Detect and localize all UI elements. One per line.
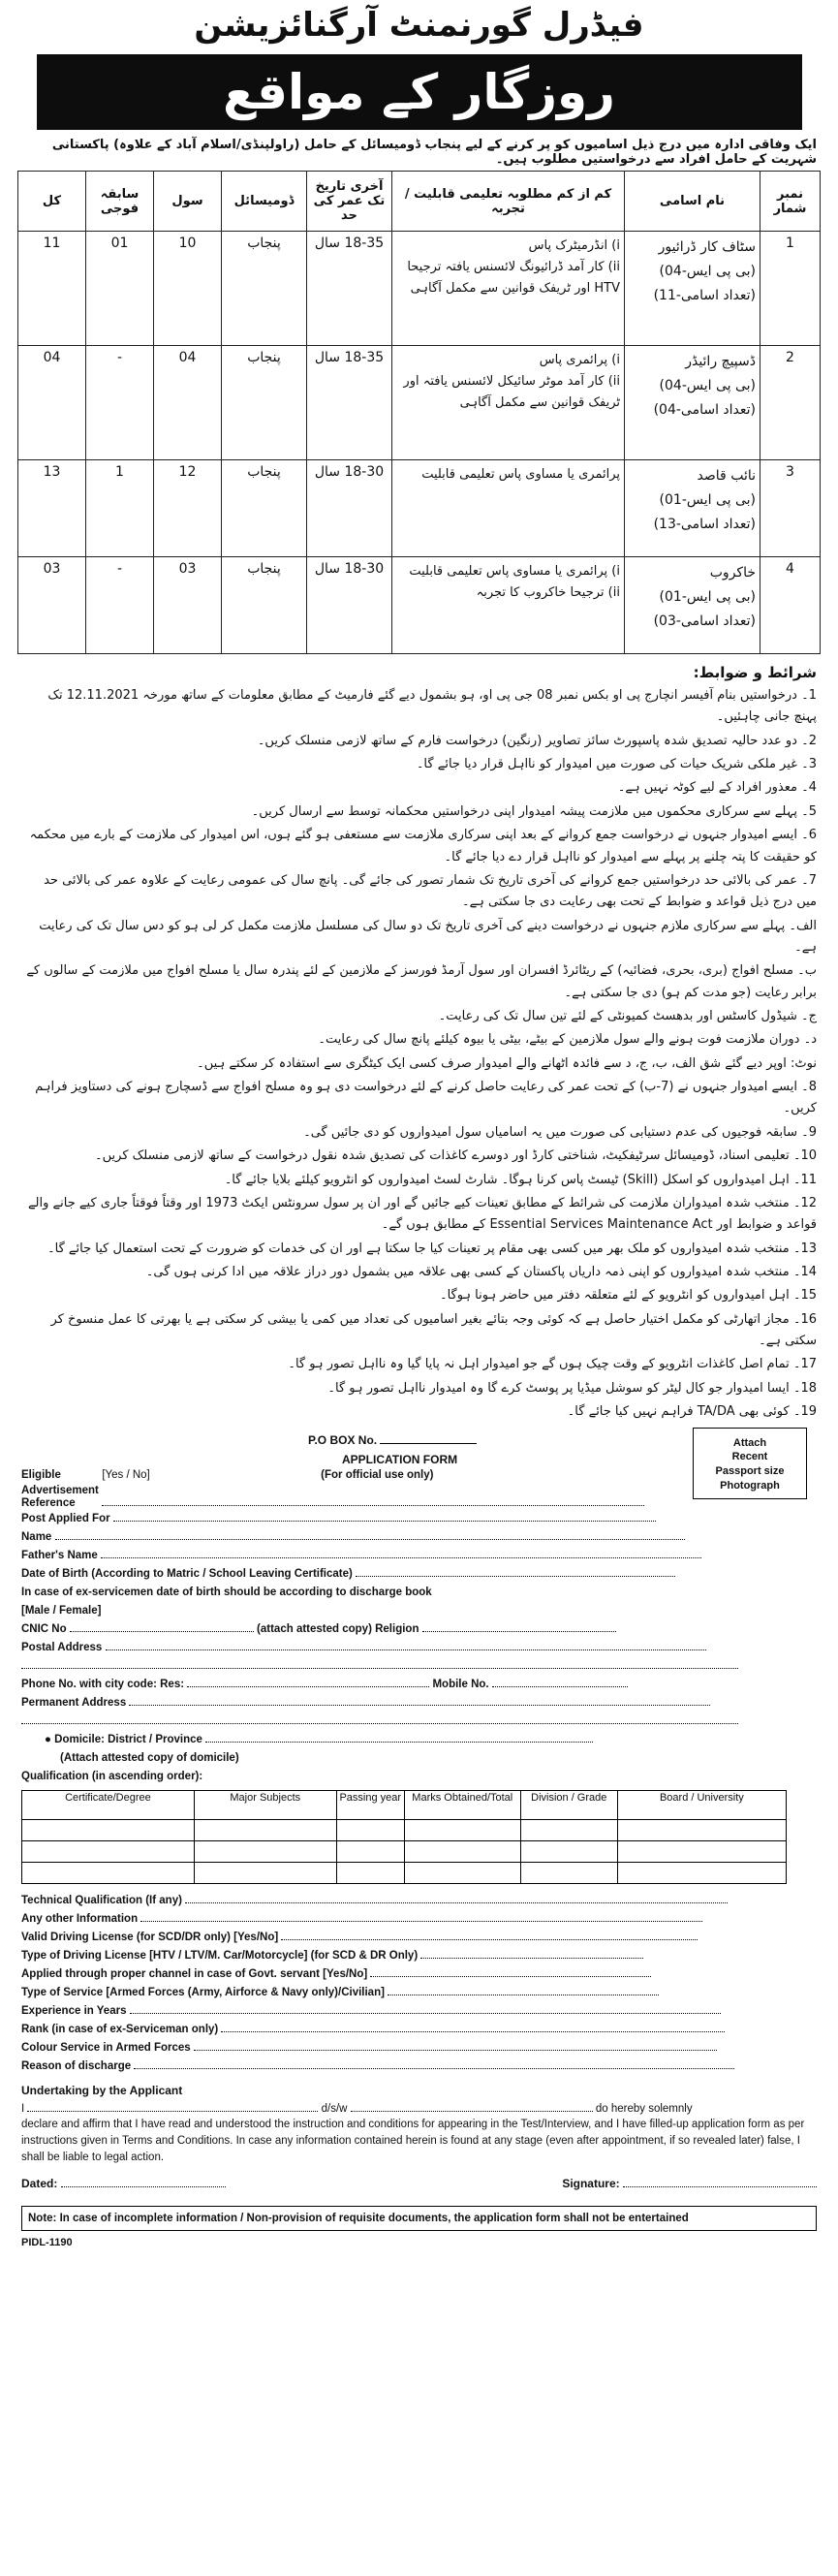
qualification-line: i) پرائمری پاس (539, 353, 620, 367)
qualification-line: i) انڈرمیٹرک پاس (528, 238, 620, 253)
dated-field[interactable] (61, 2177, 226, 2187)
civil-count: 10 (154, 232, 222, 346)
fathers-name-field[interactable] (101, 1547, 701, 1558)
post-name: نائب قاصد (697, 468, 756, 484)
job-opportunities-banner: روزگار کے مواقع (37, 54, 802, 130)
serial-no: 2 (760, 346, 821, 460)
domicile-attach-label: (Attach attested copy of domicile) (60, 1751, 239, 1764)
qualification-head-row (21, 1768, 817, 1786)
mobile-label: Mobile No. (432, 1678, 489, 1690)
gender-row (21, 1602, 817, 1620)
term-item: 17۔ تمام اصل کاغذات انٹرویو کے وقت چیک ہوں گے جو امیدوار اہل نہ پایا گیا وہ نااہل تصور ہو گا۔ (288, 1357, 817, 1372)
age-limit: 18-30 سال (307, 557, 392, 654)
term-item: 1۔ درخواستیں بنام آفیسر انچارج پی او بکس نمبر 08 جی پی او، ہو بشمول دیے گئے فارمیٹ کے مطابق معلومات کے ساتھ مورخہ 12.11.2021 تک پہنچ جانی چاہئیں۔ (47, 688, 817, 725)
fathers-name-row (21, 1547, 817, 1565)
undertaking-heading: Undertaking by the Applicant (21, 2083, 183, 2097)
post-name: خاکروب (709, 565, 756, 581)
term-item: 2۔ دو عدد حالیہ تصدیق شدہ پاسپورٹ سائز تصاویر (رنگین) درخواست فارم کے ساتھ لازمی منسلک کریں۔ (257, 733, 817, 748)
intro-text: ایک وفاقی ادارہ میں درج ذیل اسامیوں کو پر کرنے کے لیے پنجاب ڈومیسائل کے حامل (راولپنڈی/اسلام آباد کے علاوہ) پاکستانی شہریت کے حامل افراد سے درخواستیں مطلوب ہیں۔ (51, 138, 817, 167)
domicile: پنجاب (222, 232, 307, 346)
rank-label: Rank (in case of ex-Serviceman only) (21, 2023, 219, 2035)
postal-row (21, 1639, 817, 1657)
term-item: 11۔ اہل امیدواروں کو اسکل (Skill) ٹیسٹ پاس کرنا ہوگا۔ شارٹ لسٹ امیدواروں کو انٹرویو کیلئے بلایا جائے گا۔ (224, 1172, 817, 1187)
post-cell (625, 460, 760, 557)
ex-servicemen-count: 1 (86, 460, 154, 557)
domicile: پنجاب (222, 557, 307, 654)
col-header-civil: سول (154, 172, 222, 232)
service-type-label: Type of Service [Armed Forces (Army, Airforce & Navy only)/Civilian] (21, 1986, 385, 1998)
qualification-cell (392, 232, 625, 346)
ex-servicemen-count: 01 (86, 232, 154, 346)
domicile: پنجاب (222, 460, 307, 557)
qualification-cell (392, 346, 625, 460)
ex-servicemen-count: - (86, 557, 154, 654)
postal-label: Postal Address (21, 1641, 103, 1653)
photo-text: Recent (731, 1451, 768, 1463)
dob-field[interactable] (356, 1565, 675, 1577)
phone-label: Phone No. with city code: Res: (21, 1678, 185, 1690)
photo-text: Passport size (715, 1465, 785, 1478)
post-name: سٹاف کار ڈرائیور (658, 239, 756, 255)
age-limit: 18-35 سال (307, 232, 392, 346)
ad-code: PIDL-1190 (21, 2237, 73, 2249)
age-limit: 18-35 سال (307, 346, 392, 460)
col-header-ex-servicemen: سابقہ فوجی (86, 172, 154, 232)
term-item: د۔ دوران ملازمت فوت ہونے والے سول ملازمین کے بیٹے، بیٹی یا بیوہ کیلئے پانچ سال کی رعایت۔ (318, 1032, 817, 1048)
col-header-post: نام اسامی (625, 172, 760, 232)
cnic-row (21, 1620, 817, 1639)
service-type-row (21, 1984, 817, 2002)
age-limit: 18-30 سال (307, 460, 392, 557)
total-count: 04 (18, 346, 86, 460)
qual-col-header: Passing year (336, 1790, 404, 1819)
license-field[interactable] (281, 1929, 698, 1940)
terms-heading: شرائط و ضوابط: (693, 664, 817, 681)
colour-service-label: Colour Service in Armed Forces (21, 2041, 191, 2054)
qual-table-row[interactable] (22, 1840, 787, 1862)
qualification-head: Qualification (in ascending order): (21, 1770, 203, 1782)
qualification-cell (392, 557, 625, 654)
qual-table-row[interactable] (22, 1862, 787, 1883)
serial-no: 1 (760, 232, 821, 346)
table-row (18, 460, 821, 557)
permanent-field[interactable] (129, 1694, 710, 1706)
other-info-field[interactable] (140, 1910, 702, 1922)
col-header-serial: نمبر شمار (760, 172, 821, 232)
domicile-field[interactable] (205, 1731, 593, 1743)
qual-col-header: Division / Grade (520, 1790, 617, 1819)
application-form (17, 1466, 821, 2249)
total-count: 03 (18, 557, 86, 654)
term-item: الف۔ پہلے سے سرکاری ملازم جنہوں نے درخواست دینے کی آخری تاریخ تک دو سال کی مسلسل ملازمت مکمل کر لی ہو کو دس سال تک کی رعایت ہے۔ (39, 918, 817, 955)
table-row (18, 346, 821, 460)
post-applied-row (21, 1510, 817, 1528)
undertaking-i: I (21, 2102, 25, 2115)
col-header-total: کل (18, 172, 86, 232)
undertaking-dsw: d/s/w (321, 2102, 348, 2115)
qualification-line: ii) کار آمد موٹر سائیکل لائسنس یافتہ اور (403, 374, 620, 390)
technical-label: Technical Qualification (If any) (21, 1894, 182, 1906)
post-count: (تعداد اسامی-03) (653, 613, 756, 630)
term-item: 3۔ غیر ملکی شریک حیات کی صورت میں امیدوار کو نااہل قرار دیا جائے گا۔ (416, 757, 817, 772)
cnic-field[interactable] (70, 1620, 254, 1632)
jobs-table (17, 171, 821, 654)
total-count: 13 (18, 460, 86, 557)
service-type-field[interactable] (388, 1984, 659, 1995)
term-item: نوٹ: اوپر دیے گئے شق الف، ب، ج، د سے فائدہ اٹھانے والے امیدوار صرف کسی ایک کیٹگری سے استفادہ کر سکتے ہیں۔ (197, 1055, 817, 1071)
eligible-row (21, 1466, 817, 1485)
signature-row (21, 2177, 817, 2190)
dated-label: Dated: (21, 2177, 58, 2191)
qual-col-header: Marks Obtained/Total (404, 1790, 520, 1819)
gender-select[interactable]: [Male / Female] (21, 1604, 102, 1617)
civil-count: 04 (154, 346, 222, 460)
qual-col-header: Certificate/Degree (22, 1790, 195, 1819)
postal-field-2[interactable] (21, 1657, 738, 1669)
qualification-table (21, 1790, 787, 1884)
technical-row (21, 1892, 817, 1910)
post-count: (تعداد اسامی-13) (653, 517, 756, 533)
experience-label: Experience in Years (21, 2004, 127, 2017)
post-cell (625, 232, 760, 346)
license-row (21, 1929, 817, 1947)
post-applied-label: Post Applied For (21, 1512, 110, 1524)
other-info-label: Any other Information (21, 1912, 139, 1925)
civil-count: 12 (154, 460, 222, 557)
applied-through-row (21, 1965, 817, 1984)
signature-label: Signature: (562, 2177, 620, 2191)
religion-field[interactable] (422, 1620, 616, 1632)
mobile-field[interactable] (492, 1676, 628, 1687)
qualification-cell (392, 460, 625, 557)
name-label: Name (21, 1530, 52, 1543)
discharge-field[interactable] (134, 2058, 734, 2069)
serial-no: 3 (760, 460, 821, 557)
term-item: 12۔ منتخب شدہ امیدواران ملازمت کی شرائط کے مطابق تعینات کیے جائیں گے اور ان پر سول سرونٹس ایکٹ 1973 اور وقتاً فوقتاً جاری کیے جانے والے قواعد و ضوابط اور Essential Services Maintenance Act کے مطابق ہوں گے۔ (27, 1195, 817, 1233)
photo-text: Photograph (720, 1480, 780, 1492)
permanent-label: Permanent Address (21, 1696, 127, 1709)
dob-label: Date of Birth (According to Matric / School Leaving Certificate) (21, 1567, 353, 1580)
colour-service-field[interactable] (194, 2039, 717, 2051)
serial-no: 4 (760, 557, 821, 654)
colour-service-row (21, 2039, 817, 2058)
post-applied-field[interactable] (113, 1510, 656, 1522)
fathers-name-label: Father's Name (21, 1549, 98, 1561)
term-item: 7۔ عمر کی بالائی حد درخواستیں جمع کروانے کی آخری تاریخ تک شمار تصور کی جائے گی۔ پانچ سال کی عمومی رعایت کے علاوہ عمر کی بالائی حد میں درج ذیل قواعد و ضوابط کے تحت بھی رعایت دی جا سکتی ہے۔ (44, 872, 817, 910)
undertaking-block (21, 2101, 817, 2166)
adv-ref-label: Advertisement Reference (21, 1484, 99, 1509)
undertaking-name-field[interactable] (27, 2101, 318, 2112)
term-item: ج۔ شیڈول کاسٹس اور بدھسٹ کمیونٹی کے لئے تین سال تک کی رعایت۔ (438, 1009, 817, 1024)
discharge-label: Reason of discharge (21, 2059, 132, 2072)
cnic-attach-label: (attach attested copy) (257, 1622, 372, 1635)
permanent-row (21, 1694, 817, 1712)
domicile-attach-row (21, 1749, 817, 1768)
name-field[interactable] (55, 1528, 685, 1540)
undertaking-text: declare and affirm that I have read and understood the instruction and conditions for appearing in the Test/Interview, and I have filled-up application form as per instructions given in Terms and Conditions. In case any information contained herein is found at any stage (even after appointment, if so revealed later) false, I shall be liable to legal action. (21, 2119, 805, 2163)
term-item: 9۔ سابقہ فوجیوں کی عدم دستیابی کی صورت میں یہ اسامیاں سول امیدواروں کو دی جائیں گی۔ (303, 1124, 817, 1140)
term-item: 8۔ ایسے امیدوار جنہوں نے (7-ب) کے تحت عمر کی رعایت حاصل کرنے کے لئے درخواست دی ہو وہ مسلح افواج سے ڈسچارج ہونے کی دستاویز فراہم کریں۔ (35, 1080, 817, 1116)
total-count: 11 (18, 232, 86, 346)
term-item: 6۔ ایسے امیدوار جنہوں نے درخواست جمع کروانے کے بعد اپنی سرکاری ملازمت سے مستعفی ہو گئے ہوں، اس امیدوار کی ملازمت کے بارے میں محکمہ کو حقیقت کا پتہ چلنے پر پہلے سے امیدوار کو نااہل قرار دے دیا جائے گا۔ (29, 828, 817, 864)
ex-dob-label: In case of ex-servicemen date of birth should be according to discharge book (21, 1586, 432, 1598)
post-bps: (بی پی ایس-04) (659, 264, 756, 280)
adv-ref-row (21, 1485, 817, 1510)
applied-through-label: Applied through proper channel in case of Govt. servant [Yes/No] (21, 1967, 368, 1980)
adv-ref-field[interactable] (102, 1494, 644, 1506)
qual-col-header: Major Subjects (194, 1790, 336, 1819)
postal-row-2 (21, 1657, 817, 1676)
term-item: 14۔ منتخب شدہ امیدواروں کو اپنی ذمہ داریاں پاکستان کے کسی بھی علاقہ میں بشمول دور دراز علاقہ میں ادا کرنی ہوں گی۔ (145, 1264, 817, 1279)
license-type-label: Type of Driving License [HTV / LTV/M. Car/Motorcycle] (for SCD & DR Only) (21, 1949, 419, 1962)
license-type-row (21, 1947, 817, 1965)
term-item: ب۔ مسلح افواج (بری، بحری، فضائیہ) کے ریٹائرڈ افسران اور سول آرمڈ فورسز کے ملازمین کے لئے پندرہ سال یا مسلح افواج میں ملازمت کے سالوں کے برابر رعایت (جو مدت کم ہو) دی جا سکتی ہے۔ (26, 963, 817, 1000)
term-item: 18۔ ایسا امیدوار جو کال لیٹر کو سوشل میڈیا پر پوسٹ کرے گا وہ امیدوار نااہل تصور ہو گا۔ (327, 1380, 817, 1396)
domicile-label: Domicile: District / Province (54, 1733, 202, 1745)
post-count: (تعداد اسامی-11) (653, 288, 756, 304)
undertaking-parent-field[interactable] (351, 2101, 593, 2112)
domicile-row (21, 1731, 817, 1749)
phone-field[interactable] (187, 1676, 429, 1687)
license-type-field[interactable] (420, 1947, 643, 1959)
qualification-line: i) پرائمری یا مساوی پاس تعلیمی قابلیت (409, 564, 620, 579)
table-row (18, 232, 821, 346)
eligible-yes-no[interactable]: [Yes / No] (102, 1468, 150, 1481)
bullet-icon: ● (45, 1733, 51, 1745)
po-box (308, 1433, 477, 1447)
permanent-row-2 (21, 1712, 817, 1731)
post-cell (625, 346, 760, 460)
undertaking-first-line (21, 2101, 817, 2118)
term-item: 15۔ اہل امیدواروں کو انٹرویو کے لئے متعلقہ دفتر میں حاضر ہونا ہوگا۔ (439, 1288, 817, 1304)
qual-col-header: Board / University (617, 1790, 786, 1819)
po-box-line (380, 1443, 477, 1444)
term-item: 19۔ کوئی بھی TA/DA فراہم نہیں کیا جائے گا۔ (567, 1404, 817, 1420)
phone-row (21, 1676, 817, 1694)
license-label: Valid Driving License (for SCD/DR only) [Yes/No] (21, 1931, 279, 1943)
other-info-row (21, 1910, 817, 1929)
post-bps: (بی پی ایس-01) (659, 492, 756, 509)
col-header-domicile: ڈومیسائل (222, 172, 307, 232)
qualification-line: پرائمری یا مساوی پاس تعلیمی قابلیت (421, 467, 620, 482)
religion-label: Religion (375, 1622, 419, 1635)
post-name: ڈسپیچ رائیڈر (685, 354, 756, 369)
cnic-label: CNIC No (21, 1622, 67, 1635)
name-row (21, 1528, 817, 1547)
rank-field[interactable] (221, 2021, 725, 2032)
eligible-label: Eligible (21, 1468, 61, 1481)
qualification-line: ii) ترجیحا خاکروب کا تجربہ (476, 585, 620, 601)
terms-list (17, 685, 821, 1424)
application-form-title: APPLICATION FORM (342, 1452, 458, 1466)
undertaking-solemnly: do hereby solemnly (595, 2102, 693, 2115)
qualification-line: HTV اور ٹریفک قوانین سے مکمل آگاہی (410, 281, 620, 297)
official-use-label: (For official use only) (321, 1468, 434, 1481)
ex-servicemen-count: - (86, 346, 154, 460)
note-box: Note: In case of incomplete information / Non-provision of requisite documents, the application form shall not be entertained (21, 2206, 817, 2231)
domicile: پنجاب (222, 346, 307, 460)
rank-row (21, 2021, 817, 2039)
post-cell (625, 557, 760, 654)
technical-field[interactable] (185, 1892, 728, 1903)
term-item: 10۔ تعلیمی اسناد، ڈومیسائل سرٹیفکیٹ، شناختی کارڈ اور دوسرے کاغذات کی تصدیق شدہ نقول درخواست کے ساتھ لازمی منسلک کریں۔ (95, 1148, 817, 1164)
signature-field[interactable] (623, 2177, 817, 2187)
permanent-field-2[interactable] (21, 1712, 738, 1724)
term-item: 16۔ مجاز اتھارٹی کو مکمل اختیار حاصل ہے کہ کوئی وجہ بتائے بغیر اسامیوں کی تعداد میں کمی یا بیشی کر سکتی ہے یا بھرتی کا عمل منسوخ کر سکتی ہے۔ (50, 1311, 817, 1349)
term-item: 4۔ معذور افراد کے لیے کوٹہ نہیں ہے۔ (617, 780, 817, 796)
organization-title: فیڈرل گورنمنٹ آرگنائزیشن (194, 6, 644, 45)
ex-dob-row (21, 1584, 817, 1602)
experience-row (21, 2002, 817, 2021)
col-header-age: آخری تاریخ تک عمر کی حد (307, 172, 392, 232)
term-item: 5۔ پہلے سے سرکاری محکموں میں ملازمت پیشہ امیدوار اپنی درخواستیں محکمانہ توسط سے ارسال کریں۔ (251, 803, 817, 819)
applied-through-field[interactable] (370, 1965, 651, 1977)
postal-field[interactable] (106, 1639, 706, 1650)
photo-text: Attach (732, 1436, 767, 1449)
qualification-line: ٹریفک قوانین سے مکمل آگاہی (459, 395, 620, 411)
post-bps: (بی پی ایس-04) (659, 378, 756, 394)
col-header-qualification: کم از کم مطلوبہ تعلیمی قابلیت / تجربہ (392, 172, 625, 232)
qualification-line: ii) کار آمد ڈرائیونگ لائسنس یافتہ ترجیحا (407, 260, 620, 275)
term-item: 13۔ منتخب شدہ امیدواروں کو ملک بھر میں کسی بھی مقام پر تعینات کیا جا سکتا ہے اور ان کی خدمات کو ضرورت کے تحت استعمال کیا جائے گا۔ (47, 1241, 817, 1256)
post-bps: (بی پی ایس-01) (659, 589, 756, 606)
experience-field[interactable] (130, 2002, 721, 2014)
dob-row (21, 1565, 817, 1584)
civil-count: 03 (154, 557, 222, 654)
post-count: (تعداد اسامی-04) (653, 402, 756, 419)
qual-table-row[interactable] (22, 1819, 787, 1840)
table-row (18, 557, 821, 654)
po-box-label: P.O BOX No. (308, 1432, 378, 1447)
discharge-row (21, 2058, 817, 2076)
